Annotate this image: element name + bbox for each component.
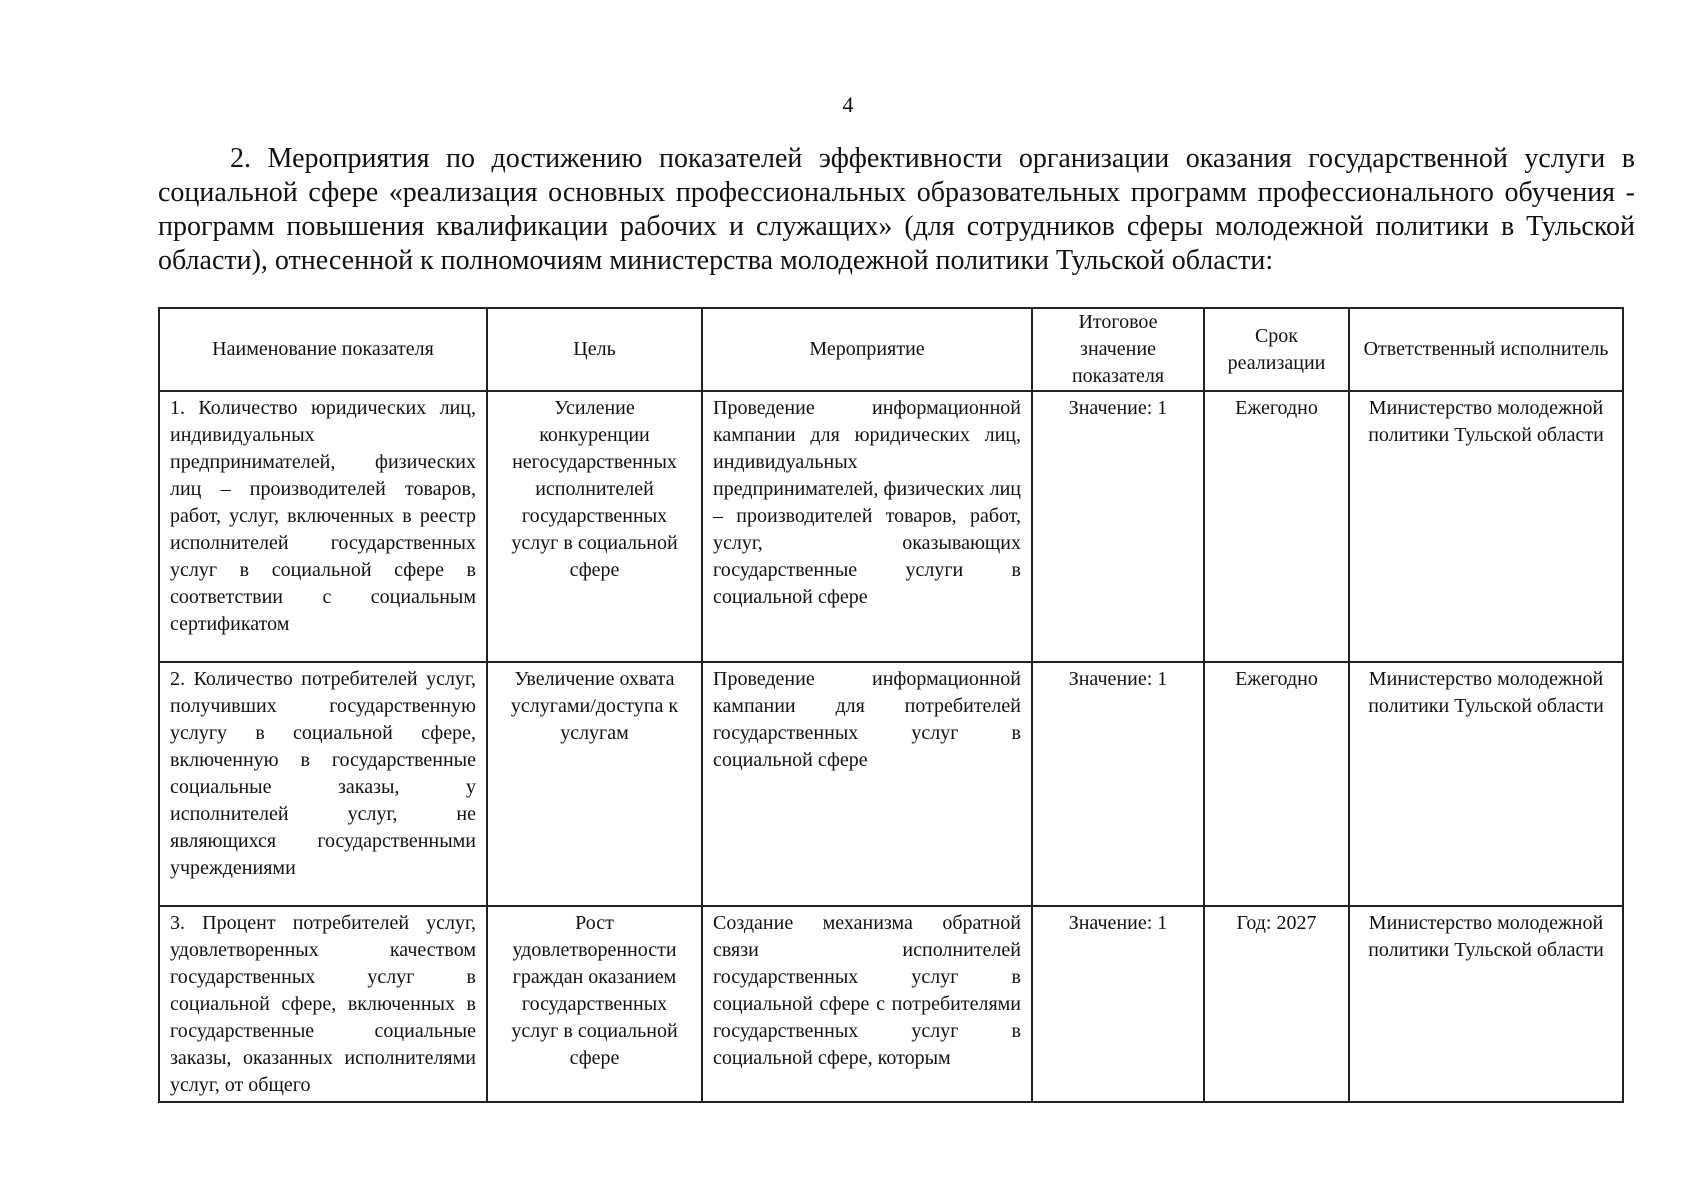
table-row: [159, 662, 1623, 906]
cell-term: Ежегодно: [1204, 662, 1349, 906]
header-goal: Цель: [487, 308, 702, 391]
cell-goal: Рост удовлетворенности граждан оказанием государственных услуг в социальной сфере: [487, 906, 702, 1102]
cell-measure: Создание механизма обратной связи исполнителей государственных услуг в социальной сфере с потребителями государственных услуг в социальной сфере, которым: [702, 906, 1032, 1102]
table-header-row: [159, 308, 1623, 391]
cell-goal: Усиление конкуренции негосударственных исполнителей государственных услуг в социальной сфере: [487, 391, 702, 662]
cell-final-value: Значение: 1: [1032, 906, 1204, 1102]
cell-final-value: Значение: 1: [1032, 662, 1204, 906]
cell-executor: Министерство молодежной политики Тульской области: [1349, 391, 1623, 662]
header-executor: Ответственный исполнитель: [1349, 308, 1623, 391]
header-final-value: Итоговое значение показателя: [1032, 308, 1204, 391]
cell-executor: Министерство молодежной политики Тульской области: [1349, 662, 1623, 906]
cell-measure: Проведение информационной кампании для юридических лиц, индивидуальных предпринимателей, физических лиц – производителей товаров, работ, услуг, оказывающих государственные услуги в социальной сфере: [702, 391, 1032, 662]
cell-executor: Министерство молодежной политики Тульской области: [1349, 906, 1623, 1102]
table-row: [159, 906, 1623, 1102]
section-heading: 2. Мероприятия по достижению показателей эффективности организации оказания государственной услуги в социальной сфере «реализация основных профессиональных образовательных программ профессионального обучения - программ повышения квалификации рабочих и служащих» (для сотрудников сферы молодежной политики в Тульской области), отнесенной к полномочиям министерства молодежной политики Тульской области:: [158, 143, 1635, 276]
cell-term: Год: 2027: [1204, 906, 1349, 1102]
measures-table: [158, 307, 1624, 1103]
header-measure: Мероприятие: [702, 308, 1032, 391]
cell-indicator: 1. Количество юридических лиц, индивидуальных предпринимателей, физических лиц – производителей товаров, работ, услуг, включенных в реестр исполнителей государственных услуг в социальной сфере в соответствии с социальным сертификатом: [159, 391, 487, 662]
table-row: [159, 391, 1623, 662]
cell-indicator: 2. Количество потребителей услуг, получивших государственную услугу в социальной сфере, включенную в государственные социальные заказы, у исполнителей услуг, не являющихся государственными учреждениями: [159, 662, 487, 906]
page-number: 4: [842, 92, 854, 117]
cell-measure: Проведение информационной кампании для потребителей государственных услуг в социальной сфере: [702, 662, 1032, 906]
header-term: Срок реализации: [1204, 308, 1349, 391]
cell-term: Ежегодно: [1204, 391, 1349, 662]
cell-goal: Увеличение охвата услугами/доступа к услугам: [487, 662, 702, 906]
cell-indicator: 3. Процент потребителей услуг, удовлетворенных качеством государственных услуг в социальной сфере, включенных в государственные социальные заказы, оказанных исполнителями услуг, от общего: [159, 906, 487, 1102]
cell-final-value: Значение: 1: [1032, 391, 1204, 662]
header-indicator: Наименование показателя: [159, 308, 487, 391]
